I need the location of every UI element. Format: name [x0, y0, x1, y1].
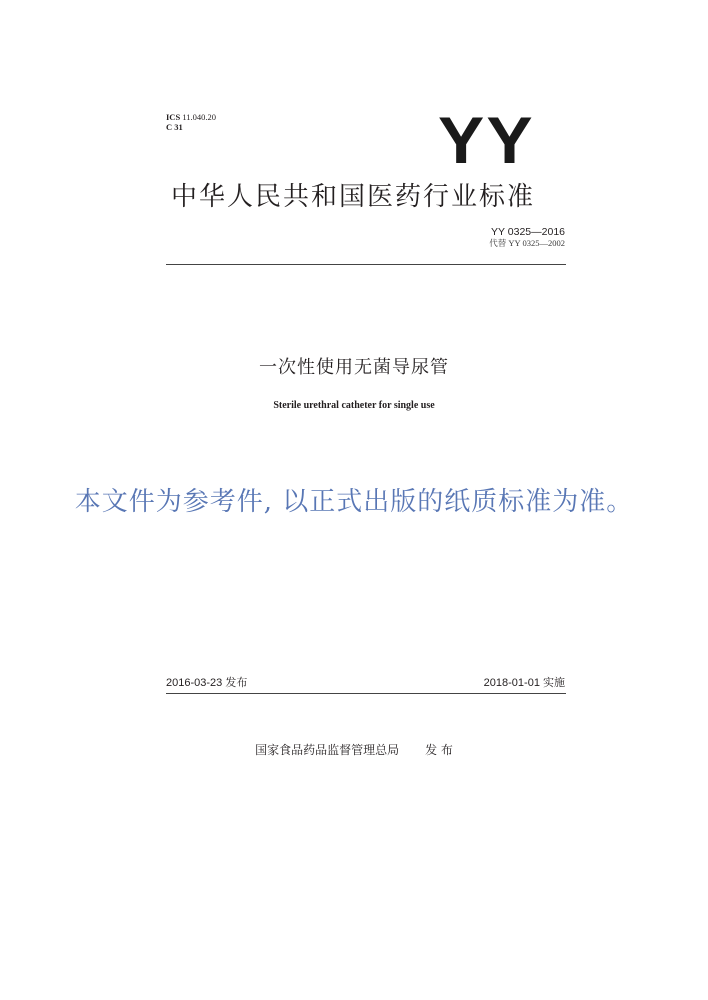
publish-action: 发 布 [425, 743, 453, 757]
header-divider [166, 264, 566, 265]
replaces-standard: 代替 YY 0325—2002 [489, 238, 565, 248]
ics-line [166, 112, 216, 122]
publisher-line [0, 742, 708, 758]
ics-label: ICS [166, 112, 181, 122]
standard-number: YY 0325—2016 [491, 226, 565, 238]
reference-watermark: 本文件为参考件, 以正式出版的纸质标准为准。 [74, 487, 634, 517]
ics-code: 11.040.20 [182, 112, 216, 122]
footer-divider [166, 693, 566, 694]
ccs-code: C 31 [166, 122, 183, 132]
implementation-date: 2018-01-01 实施 [483, 677, 565, 689]
classification-codes [166, 112, 216, 132]
standard-mark: YY [438, 103, 535, 177]
publisher-name: 国家食品药品监督管理总局 [255, 743, 400, 757]
document-title-en: Sterile urethral catheter for single use [273, 400, 435, 411]
issue-date: 2016-03-23 发布 [166, 677, 248, 689]
document-title-zh: 一次性使用无菌导尿管 [259, 357, 449, 378]
standard-type-title: 中华人民共和国医药行业标准 [171, 182, 536, 212]
